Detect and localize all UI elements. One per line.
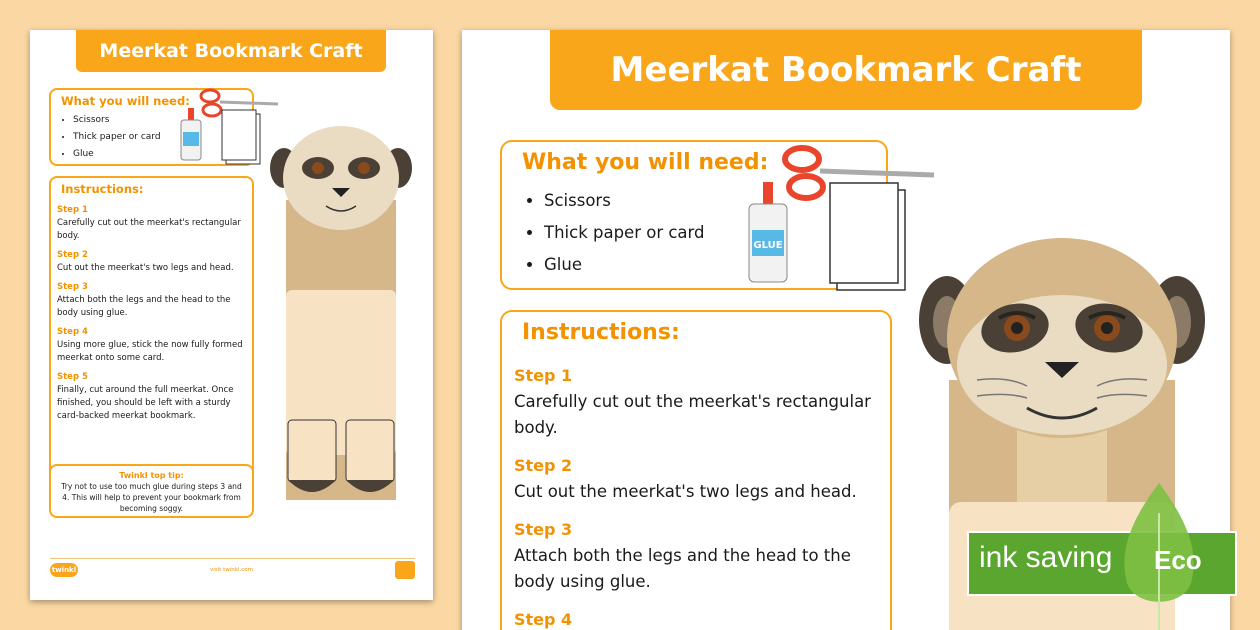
materials-heading: What you will need: bbox=[522, 150, 769, 175]
thumbnail-step-label: Step 3 bbox=[57, 282, 88, 292]
thumbnail-step-text: Cut out the meerkat's two legs and head. bbox=[57, 263, 234, 273]
twinkl-logo: twinkl bbox=[50, 563, 78, 577]
thumbnail-step-label: Step 5 bbox=[57, 372, 88, 382]
thumbnail-card-icon bbox=[222, 110, 262, 166]
thumbnail-meerkat-illustration bbox=[266, 130, 416, 510]
footer-badge-icon bbox=[395, 561, 415, 579]
thumbnail-step-label: Step 1 bbox=[57, 205, 88, 215]
thumbnail-material-item: • Glue bbox=[73, 146, 252, 163]
glue-label: GLUE bbox=[753, 240, 783, 251]
top-tip-text: Try not to use too much glue during steps 3 and 4. This will help to prevent your bookmark from becoming soggy. bbox=[61, 482, 242, 513]
step-4-label: Step 4 bbox=[514, 610, 573, 629]
ink-saving-eco-badge bbox=[967, 531, 1247, 596]
material-item-glue: • Glue bbox=[544, 249, 886, 281]
thumbnail-step-text: Finally, cut around the full meerkat. Once finished, you should be left with a sturdy card-backed meerkat bookmark. bbox=[57, 385, 234, 421]
glue-bottle-icon bbox=[744, 182, 792, 284]
thumbnail-glue-icon bbox=[178, 108, 204, 162]
step-2-label: Step 2 bbox=[514, 456, 573, 475]
material-item-paper: • Thick paper or card bbox=[544, 217, 886, 249]
page-title-banner: Meerkat Bookmark Craft bbox=[550, 30, 1142, 110]
thumbnail-step-text: Attach both the legs and the head to the body using glue. bbox=[57, 295, 231, 318]
thumbnail-step-label: Step 2 bbox=[57, 250, 88, 260]
thumbnail-material-item: • Scissors bbox=[73, 112, 252, 129]
material-item-scissors: • Scissors bbox=[544, 185, 886, 217]
card-paper-icon bbox=[829, 182, 909, 292]
step-3-text: Attach both the legs and the head to the body using glue. bbox=[514, 546, 851, 591]
thumbnail-step-text: Using more glue, stick the now fully formed meerkat onto some card. bbox=[57, 340, 243, 363]
instructions-box bbox=[500, 310, 892, 630]
ink-saving-label: ink saving bbox=[979, 541, 1113, 574]
step-1-text: Carefully cut out the meerkat's rectangular body. bbox=[514, 392, 871, 437]
top-tip-title: Twinkl top tip: bbox=[119, 471, 184, 480]
thumbnail-title-banner: Meerkat Bookmark Craft bbox=[76, 30, 386, 72]
thumbnail-instructions-box bbox=[49, 176, 254, 505]
thumbnail-materials-heading: What you will need: bbox=[61, 94, 190, 108]
footer-url: visit twinkl.com bbox=[210, 567, 253, 573]
thumbnail-step-text: Carefully cut out the meerkat's rectangular body. bbox=[57, 218, 241, 241]
preview-thumbnail-page[interactable] bbox=[30, 30, 433, 600]
step-3-label: Step 3 bbox=[514, 520, 573, 539]
thumbnail-instructions-heading: Instructions: bbox=[61, 182, 144, 196]
thumbnail-footer bbox=[50, 558, 415, 578]
thumbnail-material-item: • Thick paper or card bbox=[73, 129, 252, 146]
thumbnail-top-tip-box bbox=[49, 464, 254, 518]
eco-label: Eco bbox=[1154, 545, 1202, 575]
step-2-text: Cut out the meerkat's two legs and head. bbox=[514, 482, 857, 501]
step-1-label: Step 1 bbox=[514, 366, 573, 385]
instructions-heading: Instructions: bbox=[522, 320, 680, 345]
thumbnail-step-label: Step 4 bbox=[57, 327, 88, 337]
